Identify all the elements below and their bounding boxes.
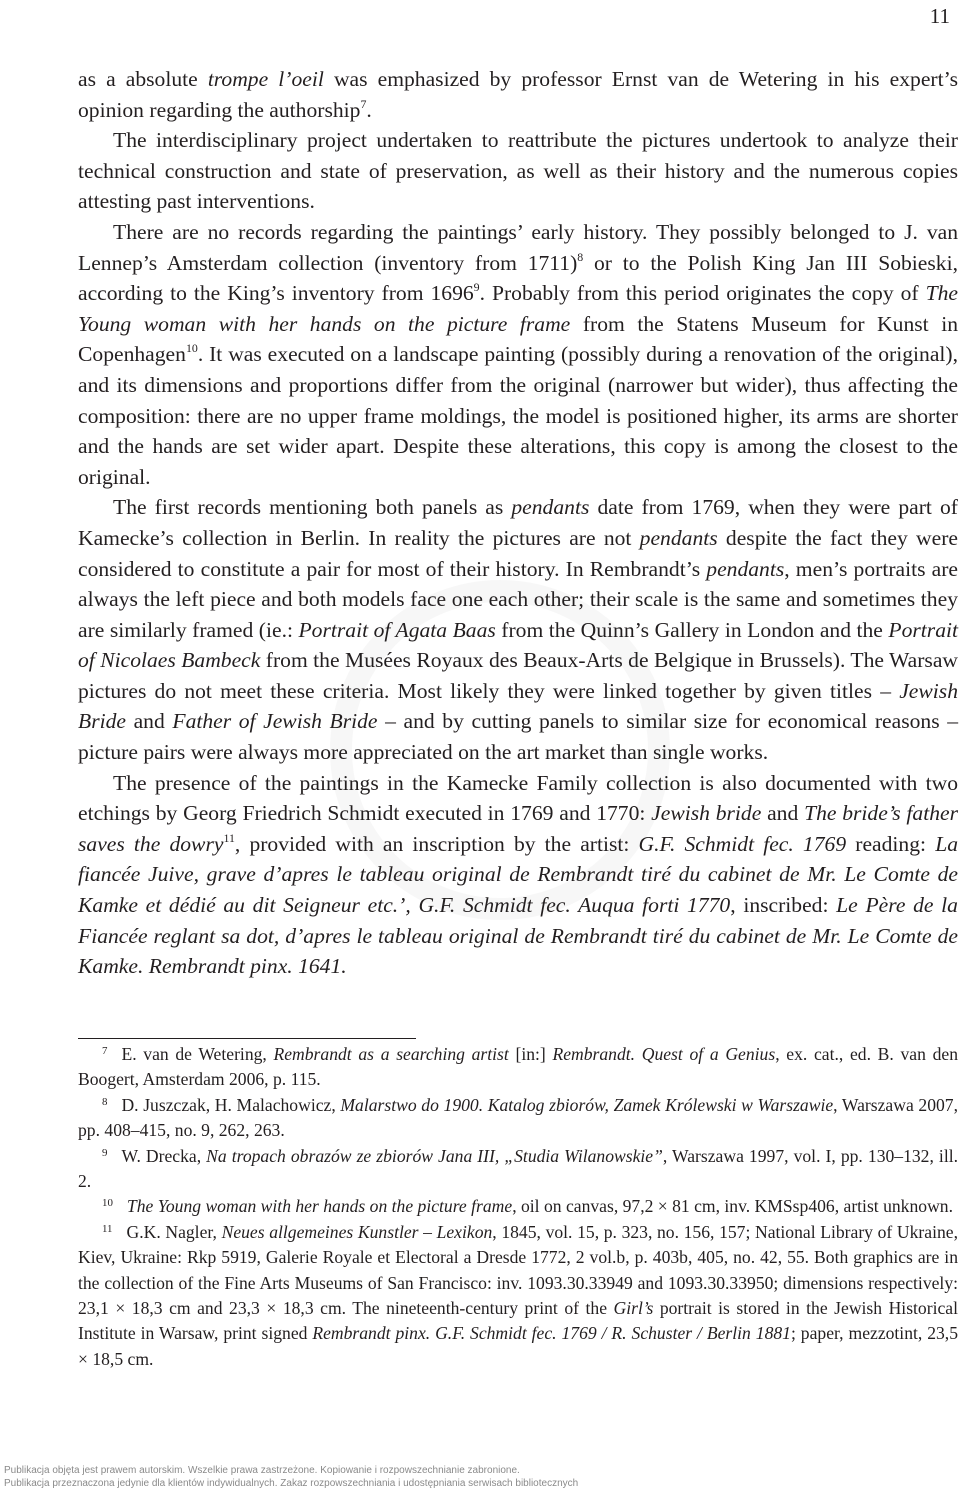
paragraph: The first records mentioning both panels as pendants date from 1769, when they were part of Kamecke’s collection in Berlin. In reality the pictures are not pendants despite the fact they were considered to constitute a pair for most of their history. In Rembrandt’s pendants, men’s portraits are always the left piece and both models face one each other; their scale is the same and sometimes they are similarly framed (ie.: Portrait of Agata Baas from the Quinn’s Gallery in London and the Portrait of Nicolaes Bambeck from the Musées Royaux des Beaux-Arts de Belgique in Brussels). The Warsaw pictures do not meet these criteria. Most likely they were linked together by given titles – Jewish Bride and Father of Jewish Bride – and by cutting panels to similar size for economical reasons – picture pairs were always more appreciated on the art market than single works. bbox=[78, 495, 959, 765]
footnote: $^8$ D. Juszczak, H. Malachowicz, Malarstwo do 1900. Katalog zbiorów, Zamek Królewski w Warszawie, Warszawa 2007, pp. 408–415, no. 9, 262, 263. bbox=[78, 1094, 958, 1141]
footer-line: Publikacja objęta jest prawem autorskim. Wszelkie prawa zastrzeżone. Kopiowanie i rozpowszechnianie zabronione. bbox=[4, 1465, 520, 1476]
footnote-ref[interactable]: 10 bbox=[185, 341, 198, 356]
footnote-ref[interactable]: 9 bbox=[473, 280, 480, 295]
footnote-separator bbox=[78, 1038, 416, 1039]
footer-line: Publikacja przeznaczona jedynie dla klientów indywidualnych. Zakaz rozpowszechniania i udostępniania serwisach bibliotecznych bbox=[4, 1477, 579, 1489]
footnote: $^{11}$ G.K. Nagler, Neues allgemeines Kunstler – Lexikon, 1845, vol. 15, p. 323, no. 156, 157; National Library of Ukraine, Kiev, Ukraine: Rkp 5919, Galerie Royale et Electoral a Dresde 1772, 2 vol.b, p. 403b, 405, no. 42, 55. Both graphics are in the collection of the Fine Arts Museums of San Francisco: inv. 1093.30.33949 and 1093.30.33950; dimensions respectively: 23,1 × 18,3 cm and 23,3 × 18,3 cm. The nineteenth-century print of the Girl’s portrait is stored in the Jewish Historical Institute in Warsaw, print signed Rembrandt pinx. G.F. Schmidt fec. 1769 / R. Schuster / Berlin 1881; paper, mezzotint, 23,5 × 18,5 cm. bbox=[78, 1221, 959, 1369]
paragraph: The interdisciplinary project undertaken to reattribute the pictures undertook to analyze their technical construction and state of preservation, as well as their history and the numerous copies attesting past interventions. bbox=[78, 128, 958, 214]
paragraph: The presence of the paintings in the Kamecke Family collection is also documented with two etchings by Georg Friedrich Schmidt executed in 1769 and 1770: Jewish bride and The bride’s father saves the dowry$^{11}$, provided with an inscription by the artist: G.F. Schmidt fec. 1769 reading: La fiancée Juive, grave d’apres le tableau original de Rembrandt tiré du cabinet de Mr. Le Comte de Kamke et dédié au dit Seigneur etc.’, G.F. Schmidt fec. Auqua forti 1770, inscribed: Le Père de la Fiancée reglant sa dot, d’apres le tableau original de Rembrandt tiré du cabinet de Mr. Le Comte de Kamke. Rembrandt pinx. 1641. bbox=[78, 770, 958, 979]
footnote-ref[interactable]: 8 bbox=[577, 249, 584, 264]
footnote: $^9$ W. Drecka, Na tropach obrazów ze zbiorów Jana III, „Studia Wilanowskie”, Warszawa 1997, vol. I, pp. 130–132, ill. 2. bbox=[78, 1145, 958, 1192]
paragraph: There are no records regarding the paintings’ early history. They possibly belonged to J. van Lennep’s Amsterdam collection (inventory from 1711)$^8$ or to the Polish King Jan III Sobieski, according to the King’s inventory from 1696$^9$. Probably from this period originates the copy of The Young woman with her hands on the picture frame from the Statens Museum for Kunst in Copenhagen$^{10}$. It was executed on a landscape painting (possibly during a renovation of the original), and its dimensions and proportions differ from the original (narrower but wider), thus affecting the composition: there are no upper frame moldings, the model is positioned higher, its arms are shorter and the hands are set wider apart. Despite these alterations, this copy is among the closest to the original. bbox=[78, 219, 958, 489]
paragraph: as a absolute trompe l’oeil was emphasized by professor Ernst van de Wetering in his expert’s opinion regarding the authorship$^7$. bbox=[78, 67, 959, 122]
footnote-ref[interactable]: 7 bbox=[360, 96, 367, 111]
page-number: 11 bbox=[929, 4, 950, 28]
footnote-ref[interactable]: 11 bbox=[223, 830, 235, 845]
copyright-footer bbox=[4, 1465, 578, 1490]
footnote: $^7$ E. van de Wetering, Rembrandt as a searching artist [in:] Rembrandt. Quest of a Genius, ex. cat., ed. B. van den Boogert, Amsterdam 2006, p. 115. bbox=[78, 1044, 959, 1090]
body-text bbox=[78, 64, 958, 982]
footnote: $^{10}$ The Young woman with her hands on the picture frame, oil on canvas, 97,2 × 81 cm, inv. KMSsp406, artist unknown. bbox=[102, 1196, 953, 1217]
footnotes bbox=[78, 1042, 958, 1372]
